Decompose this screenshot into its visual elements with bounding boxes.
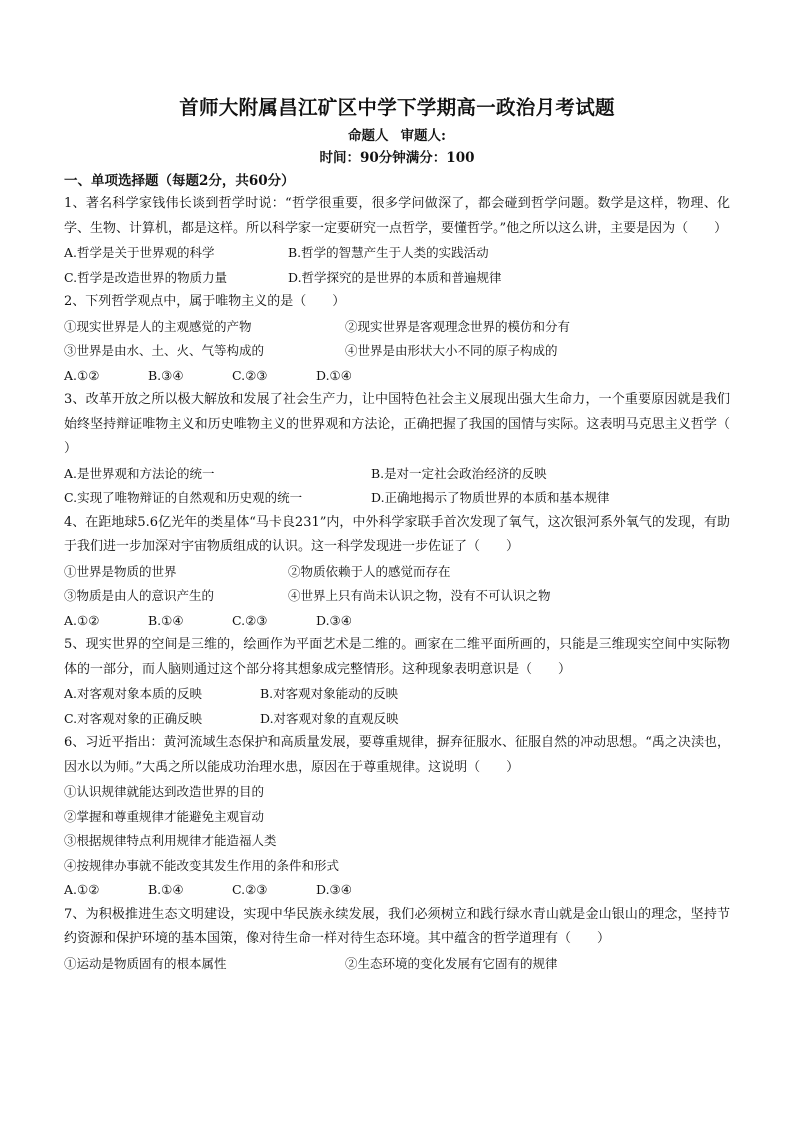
question-5-options-row-1 (64, 682, 730, 707)
choice-c: C.②③ (232, 882, 268, 897)
choice-a: A.①② (64, 612, 100, 628)
exam-time-info: 时间：90分钟满分：100 (319, 150, 475, 166)
item-3: ③根据规律特点利用规律才能造福人类 (64, 833, 277, 848)
question-1-options-row-1 (64, 241, 730, 266)
question-2-items-row-2 (64, 339, 730, 364)
option-c: C.哲学是改造世界的物质力量 (64, 269, 228, 285)
question-5-options-row-2 (64, 707, 730, 732)
question-5-stem: 5、现实世界的空间是三维的，绘画作为平面艺术是二维的。画家在二维平面所画的，只能是三维现实空间中实际物体的一部分，而人脑则通过这个部分将其想象成完整情形。这种现象表明意识是（ ） (64, 637, 730, 677)
option-c: C.实现了唯物辩证的自然观和历史观的统一 (64, 490, 303, 505)
option-d: D.对客观对象的直观反映 (260, 710, 399, 726)
option-a: A.是世界观和方法论的统一 (64, 465, 215, 481)
item-4: ④世界上只有尚未认识之物，没有不可认识之物 (288, 588, 551, 603)
question-1-stem: 1、著名科学家钱伟长谈到哲学时说：“哲学很重要，很多学问做深了，都会碰到哲学问题。数学是这样，物理、化学、生物、计算机，都是这样。所以科学家一定要研究一点哲学，要懂哲学。”他之所以这么讲，主要是因为（ ） (64, 196, 730, 236)
option-a: A.哲学是关于世界观的科学 (64, 245, 215, 260)
question-4-stem: 4、在距地球5.6亿光年的类星体“马卡良231”内，中外科学家联手首次发现了氧气，这次银河系外氧气的发现，有助于我们进一步加深对宇宙物质组成的认识。这一科学发现进一步佐证了（ ） (64, 514, 730, 554)
choice-c: C.②③ (232, 367, 268, 383)
option-b: B.是对一定社会政治经济的反映 (371, 465, 547, 481)
item-2: ②生态环境的变化发展有它固有的规律 (345, 955, 558, 971)
item-3: ③世界是由水、土、火、气等构成的 (64, 343, 265, 358)
choice-b: B.①④ (148, 882, 184, 897)
item-1: ①现实世界是人的主观感觉的产物 (64, 318, 252, 334)
item-1: ①运动是物质固有的根本属性 (64, 955, 227, 971)
reviewer-label: 审题人: (400, 128, 446, 144)
exam-title: 首师大附属昌江矿区中学下学期高一政治月考试题 (179, 96, 615, 119)
option-b: B.哲学的智慧产生于人类的实践活动 (288, 245, 489, 260)
item-2: ②物质依赖于人的感觉而存在 (288, 563, 451, 579)
section-heading: 一、单项选择题（每题2分，共60分） (64, 173, 295, 189)
choice-d: D.③④ (316, 882, 352, 897)
item-1: ①世界是物质的世界 (64, 563, 177, 579)
option-c: C.对客观对象的正确反映 (64, 710, 203, 726)
choice-d: D.①④ (316, 367, 352, 383)
item-2: ②掌握和尊重规律才能避免主观盲动 (64, 808, 265, 824)
question-3-options-row-2 (64, 486, 730, 511)
question-2-choices (64, 364, 730, 389)
option-d: D.哲学探究的是世界的本质和普遍规律 (288, 269, 502, 285)
question-2-items-row-1 (64, 315, 730, 340)
item-1: ①认识规律就能达到改造世界的目的 (64, 784, 265, 799)
question-3-options-row-1 (64, 462, 730, 487)
choice-a: A.①② (64, 367, 100, 383)
option-a: A.对客观对象本质的反映 (64, 686, 203, 701)
author-label: 命题人 (348, 128, 389, 144)
option-b: B.对客观对象能动的反映 (260, 686, 399, 701)
item-2: ②现实世界是客观理念世界的模仿和分有 (345, 318, 571, 334)
question-7-items-row-1 (64, 952, 730, 977)
question-6-choices (64, 878, 730, 903)
question-6-stem: 6、习近平指出：黄河流域生态保护和高质量发展，要尊重规律，摒弃征服水、征服自然的冲动思想。“禹之决渎也，因水以为师。”大禹之所以能成功治理水患，原因在于尊重规律。这说明（ ） (64, 735, 730, 775)
choice-b: B.③④ (148, 367, 184, 383)
question-2-stem: 2、下列哲学观点中，属于唯物主义的是（ ） (64, 294, 346, 309)
question-7-stem: 7、为积极推进生态文明建设，实现中华民族永续发展，我们必须树立和践行绿水青山就是金山银山的理念，坚持节约资源和保护环境的基本国策，像对待生命一样对待生态环境。其中蕴含的哲学道理有（ ） (64, 906, 730, 946)
choice-b: B.①④ (148, 612, 184, 628)
item-4: ④按规律办事就不能改变其发生作用的条件和形式 (64, 857, 340, 873)
choice-d: D.③④ (316, 612, 352, 628)
choice-a: A.①② (64, 882, 100, 897)
question-1-options-row-2 (64, 266, 730, 291)
item-4: ④世界是由形状大小不同的原子构成的 (345, 343, 558, 358)
exam-authors (64, 125, 730, 147)
option-d: D.正确地揭示了物质世界的本质和基本规律 (371, 490, 610, 505)
item-3: ③物质是由人的意识产生的 (64, 588, 215, 603)
question-4-choices (64, 609, 730, 634)
question-4-items-row-2 (64, 584, 730, 609)
choice-c: C.②③ (232, 612, 268, 628)
question-3-stem: 3、改革开放之所以极大解放和发展了社会生产力，让中国特色社会主义展现出强大生命力，一个重要原因就是我们始终坚持辩证唯物主义和历史唯物主义的世界观和方法论，正确把握了我国的国情与实际。这表明马克思主义哲学（ ） (64, 392, 757, 456)
question-4-items-row-1 (64, 560, 730, 585)
